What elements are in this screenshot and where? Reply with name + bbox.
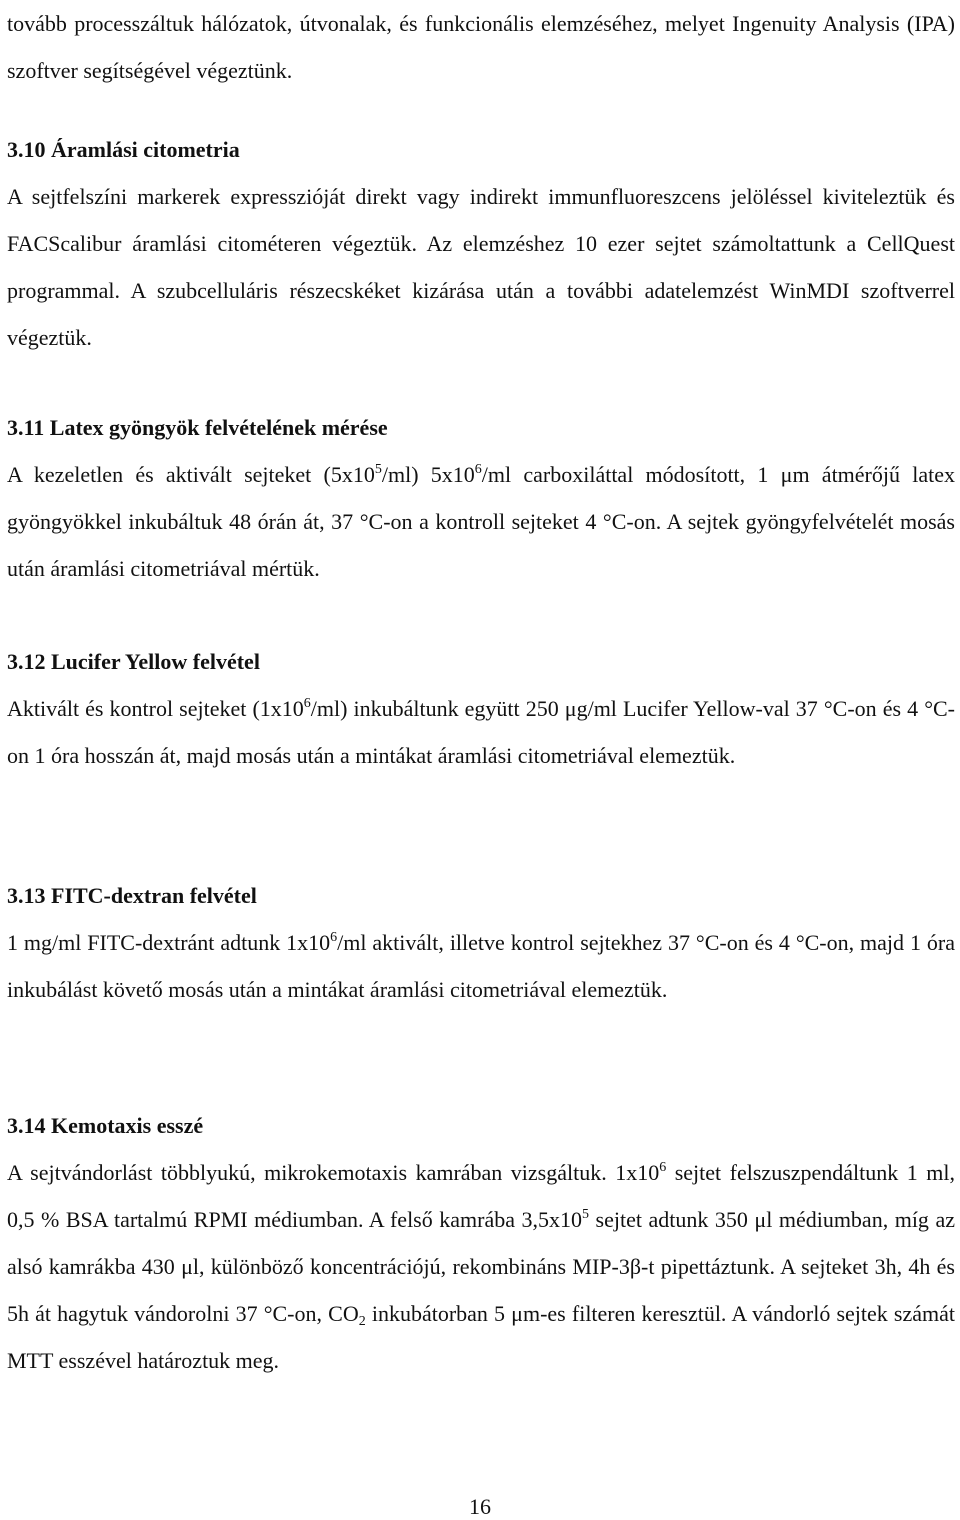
superscript: 6 — [303, 696, 311, 711]
text-run: inkubátorban 5 μm-es filteren keresztül. A vándorló sejtek számát MTT esszével határoztuk meg. — [7, 1301, 956, 1373]
text-run: /ml) 5x10 — [381, 462, 475, 487]
section-3-13 — [7, 872, 955, 1013]
text-run: sejtet adtunk 350 μl médiumban, míg az alsó kamrákba 430 μl, különböző koncentrációjú, rekombináns MIP-3β-t pipettáztunk. A sejteket 3h, 4h és 5h át hagytuk vándorolni 37 °C-on, CO — [7, 1207, 955, 1326]
section-paragraph — [7, 919, 955, 1013]
section-3-14 — [7, 1102, 955, 1384]
text-run: 1 mg/ml FITC-dextránt adtunk 1x10 — [7, 930, 331, 955]
superscript: 6 — [474, 462, 482, 477]
intro-paragraph-block — [7, 0, 955, 94]
superscript: 5 — [582, 1207, 590, 1222]
text-run: A kezeletlen és aktivált sejteket (5x10 — [7, 462, 375, 487]
text-run: Aktivált és kontrol sejteket (1x10 — [7, 696, 304, 721]
text-run: /ml aktivált, illetve kontrol sejtekhez 37 °C-on és 4 °C-on, majd 1 óra inkubálást követő mosás után a mintákat áramlási citometriával elemeztük. — [7, 930, 955, 1002]
section-heading: 3.14 Kemotaxis esszé — [7, 1113, 204, 1138]
subscript: 2 — [358, 1314, 366, 1329]
text-run: /ml carboxiláttal módosított, 1 μm átmérőjű latex gyöngyökkel inkubáltuk 48 órán át, 37 °C-on a kontroll sejteket 4 °C-on. A sejtek gyöngyfelvételét mosás után áramlási citometriával mértük. — [7, 462, 955, 581]
intro-paragraph: tovább processzáltuk hálózatok, útvonalak, és funkcionális elemzéséhez, melyet Ingenuity Analysis (IPA) szoftver segítségével végeztünk. — [7, 11, 955, 83]
text-run: /ml) inkubáltunk együtt 250 μg/ml Lucifer Yellow-val 37 °C-on és 4 °C-on 1 óra hosszán át, majd mosás után a mintákat áramlási citometriával elemeztük. — [7, 696, 955, 768]
section-paragraph: A sejtfelszíni markerek expresszióját direkt vagy indirekt immunfluoreszcens jelöléssel kiviteleztük és FACScalibur áramlási citométeren végeztük. Az elemzéshez 10 ezer sejtet számoltattunk a CellQuest programmal. A szubcelluláris részecskéket kizárása után a további adatelemzést WinMDI szoftverrel végeztük. — [7, 184, 955, 350]
superscript: 6 — [659, 1160, 667, 1175]
section-heading: 3.11 Latex gyöngyök felvételének mérése — [7, 415, 388, 440]
section-heading: 3.10 Áramlási citometria — [7, 137, 240, 162]
superscript: 6 — [330, 930, 338, 945]
section-3-12 — [7, 638, 955, 779]
section-3-10 — [7, 126, 955, 361]
section-paragraph — [7, 451, 955, 592]
section-paragraph — [7, 1149, 955, 1384]
section-3-11 — [7, 404, 955, 592]
text-run: sejtet felszuszpendáltunk 1 ml, 0,5 % BSA tartalmú RPMI médiumban. A felső kamrába 3,5x10 — [7, 1160, 955, 1232]
superscript: 5 — [374, 462, 382, 477]
section-heading: 3.12 Lucifer Yellow felvétel — [7, 649, 260, 674]
section-heading: 3.13 FITC-dextran felvétel — [7, 883, 257, 908]
page-number: 16 — [469, 1494, 491, 1519]
text-run: A sejtvándorlást többlyukú, mikrokemotaxis kamrában vizsgáltuk. 1x10 — [7, 1160, 660, 1185]
section-paragraph — [7, 685, 955, 779]
